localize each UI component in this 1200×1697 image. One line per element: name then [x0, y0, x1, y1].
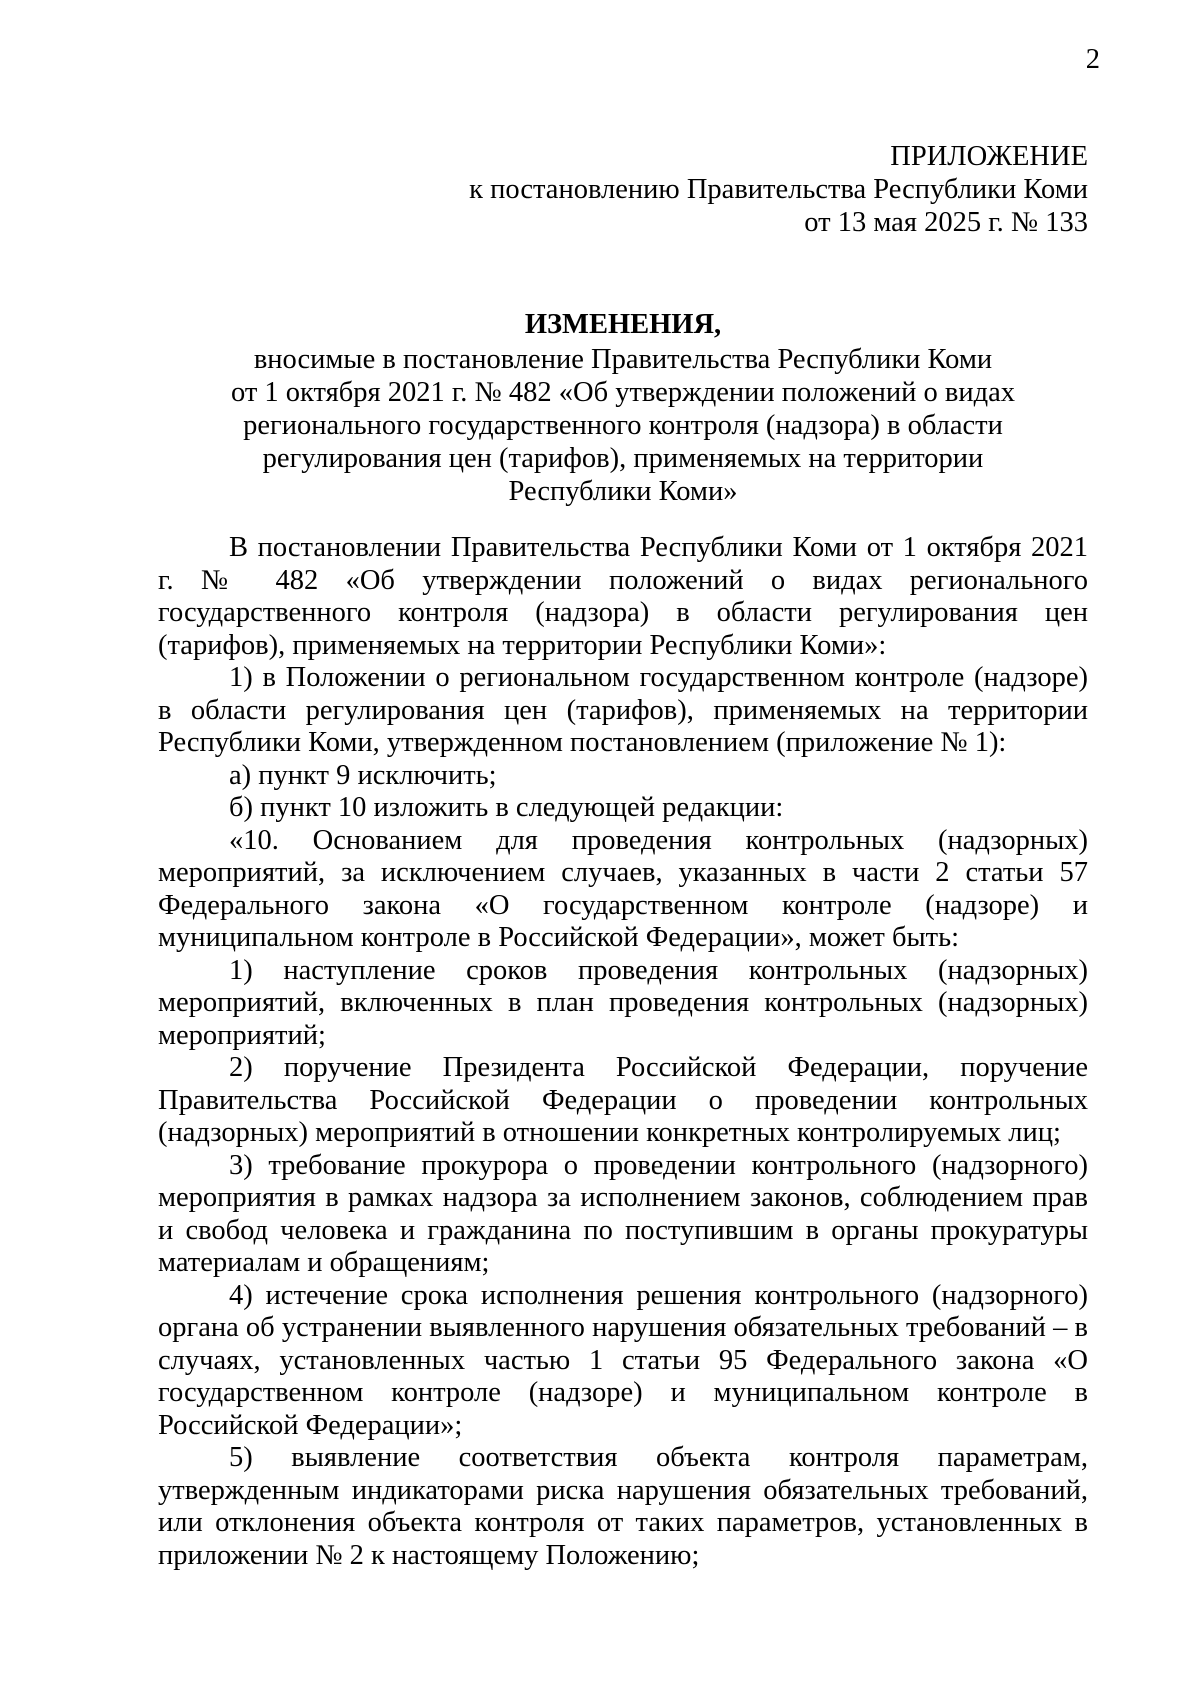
- document-title: [158, 308, 1088, 508]
- appendix-title: ПРИЛОЖЕНИЕ: [890, 141, 1088, 172]
- subtitle-line: вносимые в постановление Правительства Республики Коми: [253, 344, 993, 375]
- subtitle-line: Республики Коми»: [508, 476, 738, 507]
- paragraph-subitem-b: б) пункт 10 изложить в следующей редакции:: [229, 792, 784, 823]
- paragraph-clause-10: «10. Основанием для проведения контрольных (надзорных) мероприятий, за исключением случаев, указанных в части 2 статьи 57 Федерального закона «О государственном контроле (надзоре) и муниципальном контроле в Российской Федерации», может быть:: [158, 824, 1088, 953]
- paragraph-item-1: 1) в Положении о региональном государственном контроле (надзоре) в области регулирования цен (тарифов), применяемых на территории Республики Коми, утвержденном постановлением (приложение № 1):: [158, 662, 1088, 758]
- paragraph-clause-10-4: 4) истечение срока исполнения решения контрольного (надзорного) органа об устранении выявленного нарушения обязательных требований – в случаях, установленных частью 1 статьи 95 Федерального закона «О государственном контроле (надзоре) и муниципальном контроле в Российской Федерации»;: [158, 1279, 1088, 1441]
- title-subtitle: [158, 343, 1088, 508]
- paragraph-clause-10-3: 3) требование прокурора о проведении контрольного (надзорного) мероприятия в рамках надзора за исполнением законов, соблюдением прав и свобод человека и гражданина по поступившим в органы прокуратуры материалам и обращениям;: [158, 1149, 1088, 1278]
- paragraph-clause-10-2: 2) поручение Президента Российской Федерации, поручение Правительства Российской Федерации о проведении контрольных (надзорных) мероприятий в отношении конкретных контролируемых лиц;: [158, 1052, 1088, 1148]
- appendix-date-line: от 13 мая 2025 г. № 133: [804, 207, 1088, 238]
- appendix-header: [388, 140, 1088, 239]
- paragraph-clause-10-5: 5) выявление соответствия объекта контроля параметрам, утвержденным индикаторами риска нарушения обязательных требований, или отклонения объекта контроля от таких параметров, установленных в приложении № 2 к настоящему Положению;: [158, 1442, 1088, 1571]
- subtitle-line: от 1 октября 2021 г. № 482 «Об утверждении положений о видах: [230, 377, 1016, 408]
- title-heading: ИЗМЕНЕНИЯ,: [524, 309, 722, 340]
- page-number: 2: [1085, 44, 1100, 75]
- document-body: [158, 532, 1088, 1572]
- subtitle-line: регулирования цен (тарифов), применяемых на территории: [262, 443, 984, 474]
- paragraph-subitem-a: а) пункт 9 исключить;: [229, 759, 497, 791]
- subtitle-line: регионального государственного контроля (надзора) в области: [243, 410, 1003, 441]
- paragraph-intro: В постановлении Правительства Республики Коми от 1 октября 2021 г. № 482 «Об утверждении положений о видах регионального государственного контроля (надзора) в области регулирования цен (тарифов), применяемых на территории Республики Коми»:: [158, 532, 1088, 661]
- paragraph-clause-10-1: 1) наступление сроков проведения контрольных (надзорных) мероприятий, включенных в план проведения контрольных (надзорных) мероприятий;: [158, 954, 1088, 1051]
- appendix-resolution-line: к постановлению Правительства Республики Коми: [469, 174, 1088, 205]
